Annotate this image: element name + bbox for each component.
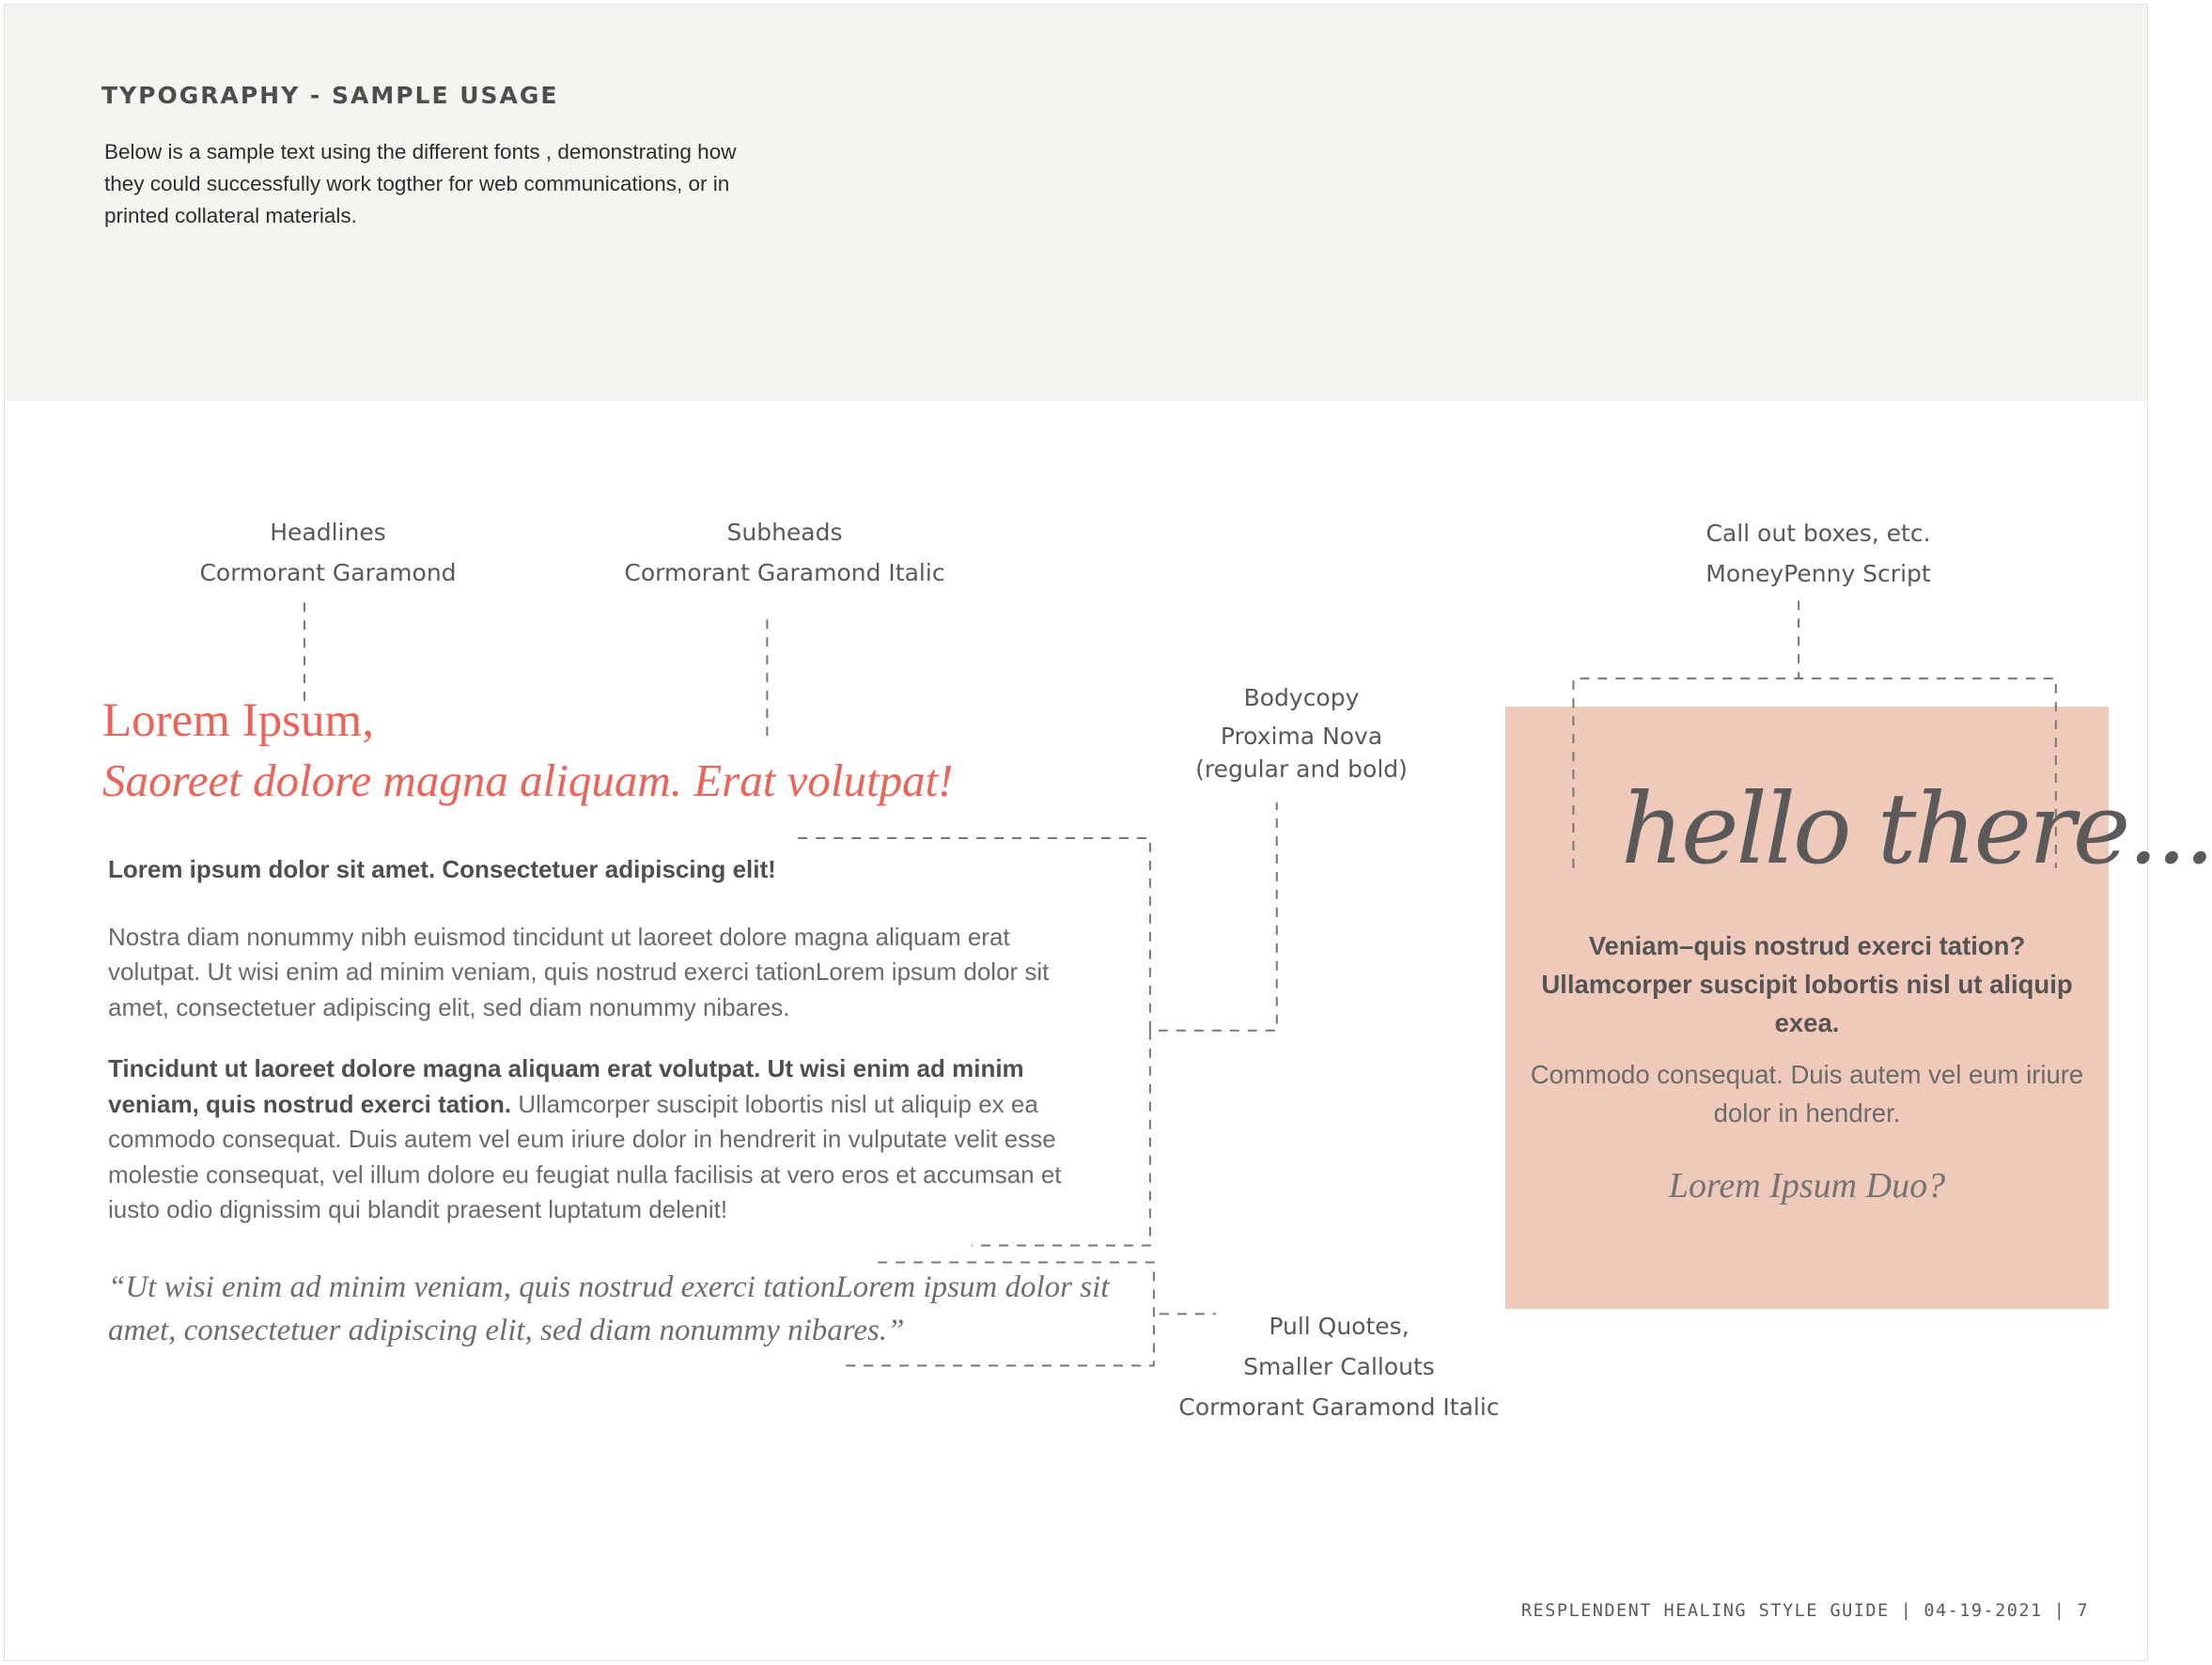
sample-bodycopy — [108, 852, 1114, 1228]
label-note: (regular and bold) — [1195, 755, 1408, 783]
label-font: MoneyPenny Script — [1706, 560, 1931, 587]
header-band — [5, 5, 2147, 401]
footer-date: 04-19-2021 — [1924, 1601, 2043, 1621]
footer-separator: | — [2053, 1601, 2066, 1621]
label-sub: Smaller Callouts — [1243, 1353, 1435, 1380]
label-font: Cormorant Garamond Italic — [624, 559, 945, 586]
callout-script: hello there... — [1621, 771, 2212, 886]
label-callouts — [1668, 513, 1969, 594]
label-bodycopy — [1151, 678, 1452, 784]
intro-line: they could successfully work togther for web communications, or in — [104, 172, 730, 195]
callout-italic-text: Lorem Ipsum Duo? — [1668, 1166, 1946, 1206]
style-guide-page — [4, 4, 2212, 1661]
page-footer — [1516, 1601, 2095, 1621]
intro-line: Below is a sample text using the different fonts , demonstrating how — [104, 140, 737, 163]
label-name: Headlines — [270, 519, 386, 546]
intro-text — [104, 136, 781, 232]
page-number: 7 — [2077, 1601, 2089, 1621]
sample-subhead: Saoreet dolore magna aliquam. Erat volutpat! — [102, 755, 954, 806]
sample-headline: Lorem Ipsum, — [102, 694, 374, 747]
page-title: TYPOGRAPHY - SAMPLE USAGE — [101, 82, 559, 109]
label-font: Cormorant Garamond — [199, 559, 457, 586]
label-headlines — [161, 512, 495, 593]
label-subheads — [587, 512, 982, 593]
sample-headline-block — [102, 691, 954, 811]
label-name: Call out boxes, etc. — [1706, 520, 1931, 547]
label-pullquotes — [1142, 1306, 1536, 1427]
body-bold-text: Tincidunt ut laoreet dolore magna aliquam erat volutpat. Ut wisi enim ad minim veniam, quis nostrud exerci tation. — [108, 1054, 1024, 1118]
callout-regular-text: Commodo consequat. Duis autem vel eum iriure dolor in hendrer. — [1530, 1060, 2084, 1128]
label-font: Proxima Nova — [1220, 723, 1383, 750]
lead-bold: Lorem ipsum dolor sit amet. Consectetuer adipiscing elit! — [108, 855, 776, 883]
label-font: Cormorant Garamond Italic — [1178, 1393, 1500, 1421]
footer-separator: | — [1900, 1601, 1913, 1621]
pull-quote: “Ut wisi enim ad minim veniam, quis nostrud exerci tationLorem ipsum dolor sit amet, consectetuer adipiscing elit, sed diam nonummy nibares.” — [108, 1270, 1110, 1347]
body-regular-text: Ullamcorper suscipit lobortis nisl ut aliquip ex ea commodo consequat. Duis autem vel eum iriure dolor in hendrerit in vulputate velit esse molestie consequat, vel illum dolore eu feugiat nulla facilisis at vero eros et accumsan et iusto odio dignissim qui blandit praesent luptatum delenit! — [108, 1089, 1062, 1223]
footer-guide-name: RESPLENDENT HEALING STYLE GUIDE — [1520, 1601, 1890, 1621]
body-paragraph: Nostra diam nonummy nibh euismod tincidunt ut laoreet dolore magna aliquam erat volutpat. Ut wisi enim ad minim veniam, quis nostrud exerci tationLorem ipsum dolor sit amet, consectetuer adipiscing elit, sed diam nonummy nibares. — [108, 922, 1050, 1021]
body-paragraph-mixed — [108, 1051, 1104, 1228]
callout-bold-text: Veniam–quis nostrud exerci tation? Ullamcorper suscipit lobortis nisl ut aliquip exea. — [1541, 931, 2073, 1037]
intro-line: printed collateral materials. — [104, 204, 357, 227]
label-name: Pull Quotes, — [1269, 1313, 1410, 1340]
label-name: Subheads — [726, 519, 843, 546]
label-name: Bodycopy — [1243, 684, 1360, 711]
